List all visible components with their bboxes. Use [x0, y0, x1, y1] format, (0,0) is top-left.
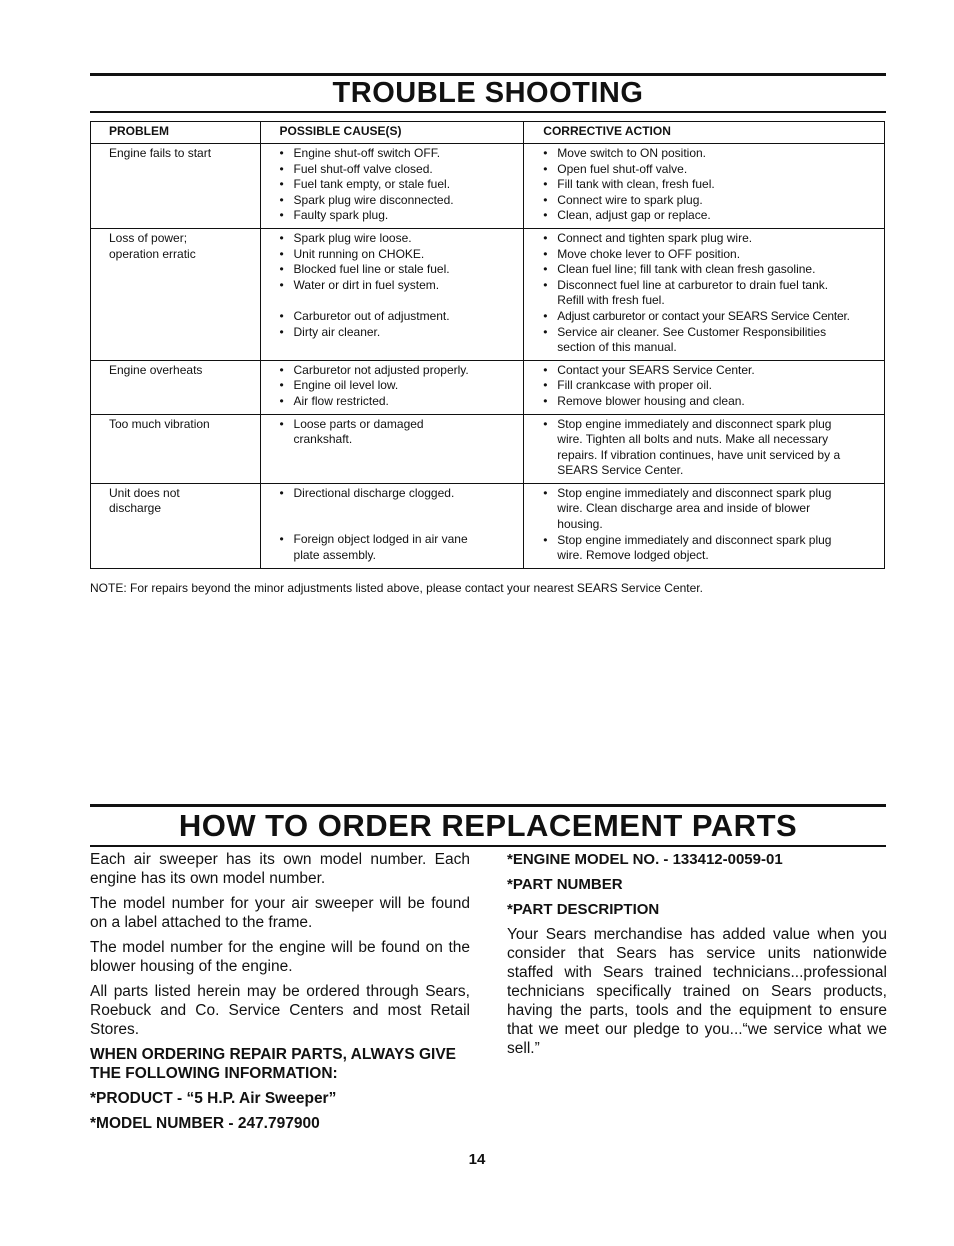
table-row: [91, 414, 885, 483]
body-paragraph: Your Sears merchandise has added value when you consider that Sears has service units nationwide staffed with Sears trained technicians...professional technicians specifically trained on Sears products, having the parts, tools and the equipment to ensure that we meet our pledge to you...“we service what we sell.”: [507, 926, 887, 1057]
action-item: • Disconnect fuel line at carburetor to drain fuel tank. Refill with fresh fuel.: [542, 278, 880, 309]
model-number-line: *MODEL NUMBER - 247.797900: [90, 1115, 320, 1132]
problem-text: Unit does not: [109, 485, 180, 500]
part-number-line: *PART NUMBER: [507, 876, 623, 893]
actions-cell: [524, 228, 885, 360]
engine-model-line: *ENGINE MODEL NO. - 133412-0059-01: [507, 851, 783, 868]
cause-item: • Water or dirt in fuel system.: [279, 278, 520, 294]
problem-cell: [91, 144, 261, 229]
action-item: • Remove blower housing and clean.: [542, 394, 880, 410]
table-header-row: [91, 122, 885, 144]
actions-cell: [524, 144, 885, 229]
causes-cell: [260, 144, 524, 229]
replacement-left-column: [90, 850, 470, 1139]
actions-cell: [524, 360, 885, 414]
action-item: • Service air cleaner. See Customer Responsibilities section of this manual.: [542, 325, 880, 356]
section-underline: [90, 845, 886, 847]
body-paragraph: Each air sweeper has its own model number. Each engine has its own model number.: [90, 851, 470, 887]
problem-cell: [91, 360, 261, 414]
table-row: [91, 360, 885, 414]
problem-cell: [91, 483, 261, 568]
causes-cell: [260, 228, 524, 360]
header-action: CORRECTIVE ACTION: [524, 122, 885, 144]
title-underline: [90, 111, 886, 113]
cause-item: • Foreign object lodged in air vane plate assembly.: [279, 532, 520, 563]
action-item: • Connect wire to spark plug.: [542, 193, 880, 209]
table-row: [91, 483, 885, 568]
ordering-instruction: WHEN ORDERING REPAIR PARTS, ALWAYS GIVE THE FOLLOWING INFORMATION:: [90, 1046, 457, 1082]
action-item: • Open fuel shut-off valve.: [542, 162, 880, 178]
problem-text: Engine fails to start: [109, 146, 212, 160]
action-item: • Fill tank with clean, fresh fuel.: [542, 177, 880, 193]
body-paragraph: The model number for the engine will be found on the blower housing of the engine.: [90, 939, 470, 975]
problem-text: discharge: [109, 501, 162, 516]
action-item: • Stop engine immediately and disconnect spark plug wire. Remove lodged object.: [542, 533, 880, 564]
troubleshooting-table: [90, 121, 885, 569]
cause-item: • Spark plug wire loose.: [279, 231, 520, 247]
troubleshooting-title: TROUBLE SHOOTING: [332, 77, 644, 109]
action-item: • Stop engine immediately and disconnect spark plug wire. Clean discharge area and inside of blower housing.: [542, 486, 880, 533]
cause-item: • Carburetor out of adjustment.: [279, 309, 520, 325]
part-description-line: *PART DESCRIPTION: [507, 901, 660, 918]
action-item: • Fill crankcase with proper oil.: [542, 378, 880, 394]
cause-item: • Engine oil level low.: [279, 378, 520, 394]
cause-item: • Faulty spark plug.: [279, 208, 520, 224]
replacement-title: HOW TO ORDER REPLACEMENT PARTS: [178, 808, 798, 843]
problem-text: operation erratic: [109, 246, 196, 261]
actions-cell: [524, 483, 885, 568]
cause-item: • Dirty air cleaner.: [279, 325, 520, 341]
action-item: • Contact your SEARS Service Center.: [542, 363, 880, 379]
cause-item: • Unit running on CHOKE.: [279, 247, 520, 263]
problem-text: Loss of power;: [109, 230, 188, 245]
header-problem: PROBLEM: [91, 122, 261, 144]
cause-item: • Engine shut-off switch OFF.: [279, 146, 520, 162]
cause-item: • Directional discharge clogged.: [279, 486, 520, 502]
problem-text: Engine overheats: [109, 362, 203, 377]
product-line: *PRODUCT - “5 H.P. Air Sweeper”: [90, 1090, 337, 1107]
replacement-right-column: [507, 850, 887, 1064]
action-item: • Stop engine immediately and disconnect spark plug wire. Tighten all bolts and nuts. Make all necessary repairs. If vibration continues, have unit serviced by a SEARS Service Center.: [542, 417, 880, 479]
cause-item: • Carburetor not adjusted properly.: [279, 363, 520, 379]
cause-item: • Fuel shut-off valve closed.: [279, 162, 520, 178]
cause-item: • Spark plug wire disconnected.: [279, 193, 520, 209]
causes-cell: [260, 483, 524, 568]
cause-item: • Loose parts or damaged crankshaft.: [279, 417, 520, 448]
troubleshooting-note: NOTE: For repairs beyond the minor adjustments listed above, please contact your nearest SEARS Service Center.: [90, 581, 703, 595]
table-row: [91, 228, 885, 360]
body-paragraph: All parts listed herein may be ordered through Sears, Roebuck and Co. Service Centers and most Retail Stores.: [90, 983, 470, 1038]
body-paragraph: The model number for your air sweeper will be found on a label attached to the frame.: [90, 895, 470, 931]
action-item: • Move choke lever to OFF position.: [542, 247, 880, 263]
cause-item: • Air flow restricted.: [279, 394, 520, 410]
problem-text: Too much vibration: [109, 416, 210, 431]
action-item: • Adjust carburetor or contact your SEARS Service Center.: [542, 309, 880, 325]
problem-cell: [91, 414, 261, 483]
actions-cell: [524, 414, 885, 483]
action-item: • Clean fuel line; fill tank with clean fresh gasoline.: [542, 262, 880, 278]
action-item: • Connect and tighten spark plug wire.: [542, 231, 880, 247]
header-causes: POSSIBLE CAUSE(S): [260, 122, 524, 144]
cause-item: • Fuel tank empty, or stale fuel.: [279, 177, 520, 193]
cause-item: • Blocked fuel line or stale fuel.: [279, 262, 520, 278]
action-item: • Clean, adjust gap or replace.: [542, 208, 880, 224]
causes-cell: [260, 360, 524, 414]
table-row: [91, 144, 885, 229]
causes-cell: [260, 414, 524, 483]
page-number: 14: [468, 1151, 486, 1168]
problem-cell: [91, 228, 261, 360]
action-item: • Move switch to ON position.: [542, 146, 880, 162]
